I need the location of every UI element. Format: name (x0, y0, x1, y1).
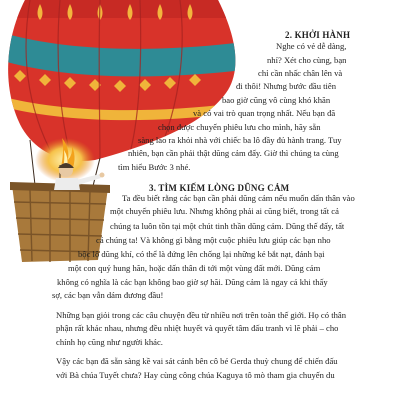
body-line: nhiên, bạn cần phải thật dũng cảm đấy. Giờ thì chúng ta cùng (128, 148, 339, 159)
body-line: sàng lao ra khỏi nhà với chiếc ba lô đầy đủ hành trang. Tuy (138, 134, 342, 145)
body-line: chọn được chuyến phiêu lưu cho mình, hãy sẵn (158, 121, 321, 132)
body-line: chính họ cũng như người khác. (56, 336, 163, 347)
body-line: đi thôi! Nhưng bước đầu tiên (236, 81, 337, 92)
body-line: và có vai trò quan trọng nhất. Nếu bạn đã (193, 108, 336, 119)
body-line: Nghe có vẻ dễ dàng, (276, 41, 347, 52)
body-line: Ta đều biết rằng các bạn cần phải dũng cảm nếu muốn dấn thân vào (122, 193, 355, 203)
body-line: nhỉ? Xét cho cùng, bạn (267, 54, 347, 65)
body-line: Những bạn giỏi trong các câu chuyện đều từ nhiều nơi trên toàn thế giới. Họ có thân (56, 310, 346, 320)
body-line: chỉ cần nhấc chân lên và (258, 68, 343, 78)
body-line: Vậy các bạn đã sẵn sàng kề vai sát cánh bên cô bé Gerda thuỳ chung để chiến đấu (56, 356, 338, 367)
body-line: chúng ta luôn tồn tại một chút tinh thần dũng cảm. Dũng thế đấy, tất (110, 220, 345, 231)
body-line: bộc lộ dũng khí, có thể là đứng lên chống lại những kẻ bắt nạt, đánh bại (78, 249, 325, 260)
body-line: một con quỷ hung hãn, hoặc dấn thân đi tới một vùng đất mới. Dũng cảm (68, 262, 321, 273)
body-line: sợ, các bạn vẫn dám đương đầu! (52, 290, 164, 301)
body-line: không có nghĩa là các bạn không bao giờ sợ hãi. Dũng cảm là ngay cả khi thấy (57, 276, 328, 287)
body-line: phận rất khác nhau, nhưng đều nhiệt huyết và quyết tâm đấu tranh vì lẽ phải – cho (56, 323, 339, 334)
body-line: với Bà chúa Tuyết chưa? Hay cùng công chúa Kaguya tô mò tham gia chuyến du (56, 369, 335, 380)
body-line: tìm hiểu Bước 3 nhé. (118, 161, 191, 172)
section-2-heading: 2. KHỞI HÀNH (285, 30, 351, 41)
body-line: cả chúng ta! Và không gì bằng một cuộc phiêu lưu giúp các bạn nho (96, 235, 331, 245)
body-line: bao giờ cũng vô cùng khó khăn (222, 94, 331, 105)
section-3-heading: 3. TÌM KIẾM LÒNG DŨNG CẢM (149, 183, 290, 194)
body-line: một chuyến phiêu lưu. Nhưng không phải ai cũng biết, trong tất cả (110, 206, 339, 217)
